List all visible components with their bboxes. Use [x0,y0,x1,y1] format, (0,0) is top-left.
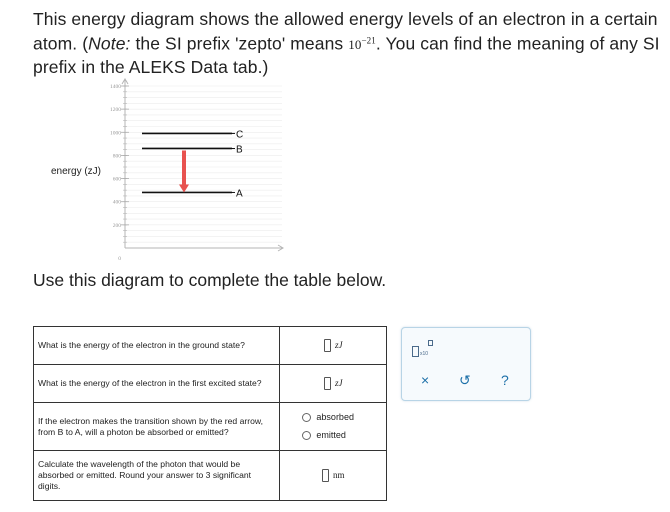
answer-first-excited [280,377,386,390]
table-instruction: Use this diagram to complete the table below. [33,270,387,290]
radio-label: absorbed [316,412,354,422]
exponent-box-icon [428,340,433,346]
transition-arrow-shaft [182,150,186,185]
radio-label: emitted [316,430,346,440]
table-row [34,327,387,365]
unit-label: zJ [334,378,343,388]
mantissa-box-icon [412,346,419,357]
intro-text-3: . You can find the meaning of any SI prefix in the ALEKS Data tab.) [33,33,660,78]
question-intro [33,8,663,78]
unit-label: nm [332,470,345,480]
answer-wavelength [280,469,386,482]
undo-icon[interactable]: ↺ [459,372,471,388]
level-label-a: A [236,188,243,200]
y-tick-label: 1200 [110,107,121,114]
y-tick-label: 400 [112,199,121,206]
y-tick-label: 200 [112,222,121,229]
question-ground-state: What is the energy of the electron in the ground state? [34,327,280,365]
table-row [34,365,387,403]
radio-absorbed[interactable] [280,409,386,427]
ground-state-input[interactable] [324,339,331,352]
wavelength-input[interactable] [322,469,329,482]
clear-icon[interactable]: × [421,372,430,388]
answer-ground-state [280,339,386,352]
table-row [34,451,387,501]
energy-diagram [0,78,320,278]
question-transition: If the electron makes the transition shown by the red arrow, from B to A, will a photon be absorbed or emitted? [34,403,280,451]
question-wavelength: Calculate the wavelength of the photon that would be absorbed or emitted. Round your answer to 3 significant digits. [34,451,280,501]
question-first-excited: What is the energy of the electron in the first excited state? [34,365,280,403]
scientific-notation-button[interactable] [412,340,434,358]
y-tick-label: 800 [112,153,121,160]
y-tick-label: 0 [118,256,121,262]
radio-emitted[interactable] [280,427,386,445]
x10-label: x10 [420,351,429,357]
zepto-exponent: $10^{-21}$ [348,36,376,53]
y-tick-label: 1000 [110,130,121,137]
radio-button[interactable] [302,431,311,440]
energy-diagram-svg [0,78,320,278]
unit-label: zJ [334,340,343,350]
transition-arrow-head [179,184,189,192]
y-tick-label: 600 [112,176,121,183]
intro-text-2: the SI prefix 'zepto' means [130,33,349,54]
table-row [34,403,387,451]
y-axis-label: energy (zJ) [51,166,102,177]
radio-button[interactable] [302,413,311,422]
answer-toolbox [401,327,531,401]
level-label-b: B [236,144,243,156]
question-table [33,326,387,501]
first-excited-input[interactable] [324,377,331,390]
y-tick-label: 1400 [110,84,121,90]
help-icon[interactable]: ? [501,372,509,388]
intro-text-1: This energy diagram shows the allowed energy levels of an electron in a certain atom. ( [33,9,658,54]
note-label: Note: [88,33,131,54]
level-label-c: C [236,129,244,141]
